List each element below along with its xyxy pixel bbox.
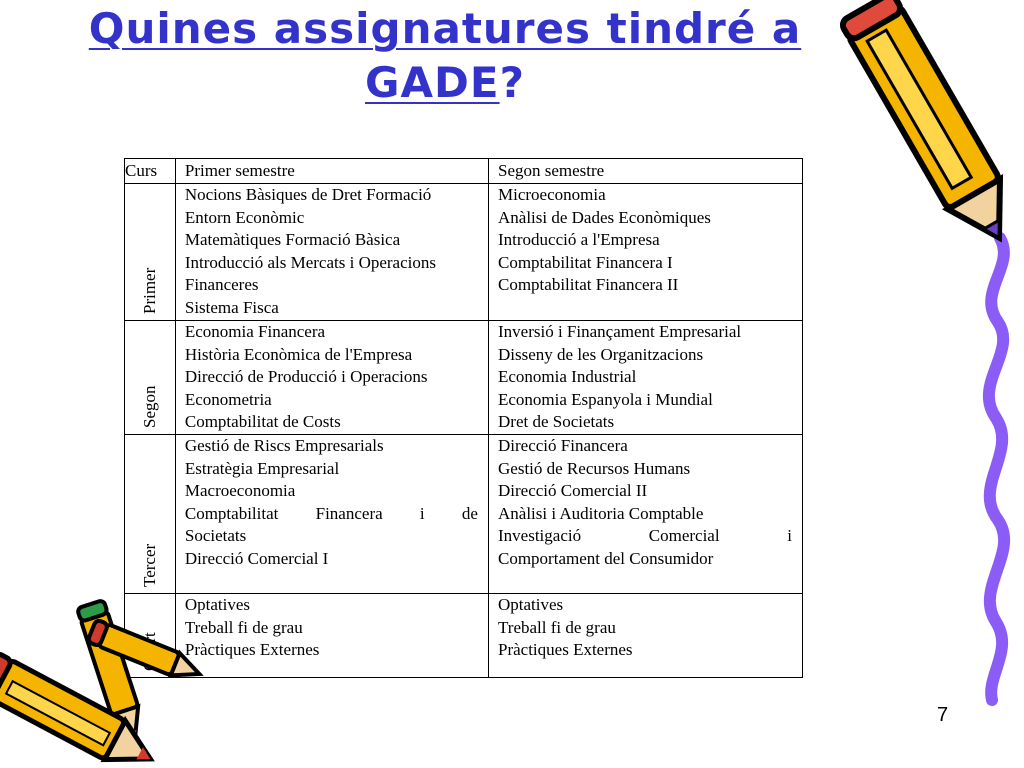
subject: Història Econòmica de l'Empresa bbox=[184, 344, 413, 364]
word: i bbox=[419, 503, 425, 523]
subject: Economia Espanyola i Mundial bbox=[498, 389, 713, 409]
subject: Treball fi de grau bbox=[184, 617, 303, 637]
subject: Economia Financera bbox=[184, 322, 326, 341]
title-line-1: Quines assignatures tindré a bbox=[88, 4, 802, 53]
subject: Financeres bbox=[184, 275, 259, 295]
word: Comercial bbox=[648, 526, 720, 546]
subject: Comptabilitat Financera II bbox=[498, 275, 679, 295]
subject: Comptabilitat Financera I bbox=[498, 252, 673, 272]
word: Comptabilitat bbox=[184, 503, 279, 523]
title-line-2: GADE? bbox=[365, 58, 525, 107]
subject: Dret de Societats bbox=[498, 412, 615, 432]
subject: Gestió de Recursos Humans bbox=[498, 458, 691, 478]
page-number: 7 bbox=[937, 704, 949, 726]
subject: Societats bbox=[184, 526, 247, 546]
subject: Pràctiques Externes bbox=[184, 640, 320, 660]
subject: Direcció de Producció i Operacions bbox=[184, 367, 428, 387]
subject: Introducció als Mercats i Operacions bbox=[184, 252, 436, 272]
subject: Comptabilitat de Costs bbox=[184, 412, 341, 432]
subject: Econometria bbox=[184, 389, 272, 409]
subject: Treball fi de grau bbox=[498, 617, 616, 637]
subject: Sistema Fisca bbox=[184, 297, 279, 317]
subject: Macroeconomia bbox=[184, 481, 296, 501]
year-label: Segon bbox=[139, 385, 159, 428]
subject: Disseny de les Organitzacions bbox=[498, 344, 704, 364]
subject: Microeconomia bbox=[498, 185, 606, 204]
header-curs: Curs bbox=[125, 159, 176, 184]
subject: Anàlisi de Dades Econòmiques bbox=[498, 207, 711, 227]
subject: Matemàtiques Formació Bàsica bbox=[184, 230, 401, 250]
year-label: Tercer bbox=[139, 543, 159, 587]
word: de bbox=[461, 503, 478, 523]
pencils-icon bbox=[0, 600, 204, 768]
subject: Optatives bbox=[184, 595, 251, 614]
subject: Economia Industrial bbox=[498, 367, 637, 387]
subject: Optatives bbox=[498, 595, 564, 614]
squiggle-line bbox=[989, 238, 1004, 700]
word: Investigació bbox=[498, 526, 582, 546]
subject: Estratègia Empresarial bbox=[184, 458, 340, 478]
subject: Direcció Financera bbox=[498, 436, 628, 455]
word: Financera bbox=[315, 503, 383, 523]
year-label: Primer bbox=[139, 267, 159, 314]
subject: Direcció Comercial II bbox=[498, 481, 648, 501]
word: i bbox=[787, 526, 792, 546]
subject: Comportament del Consumidor bbox=[498, 548, 714, 568]
subject: Introducció a l'Empresa bbox=[498, 230, 660, 250]
subject: Direcció Comercial I bbox=[184, 548, 329, 568]
subject: Gestió de Riscs Empresarials bbox=[184, 436, 384, 455]
subject: Pràctiques Externes bbox=[498, 640, 633, 660]
header-first-semester: Primer semestre bbox=[175, 159, 488, 184]
subject: Anàlisi i Auditoria Comptable bbox=[498, 503, 704, 523]
subject: Inversió i Finançament Empresarial bbox=[498, 322, 742, 341]
subject: Nocions Bàsiques de Dret Formació bbox=[184, 185, 432, 204]
subject: Entorn Econòmic bbox=[184, 207, 305, 227]
header-second-semester: Segon semestre bbox=[489, 159, 803, 184]
pencil-icon bbox=[840, 0, 1024, 253]
